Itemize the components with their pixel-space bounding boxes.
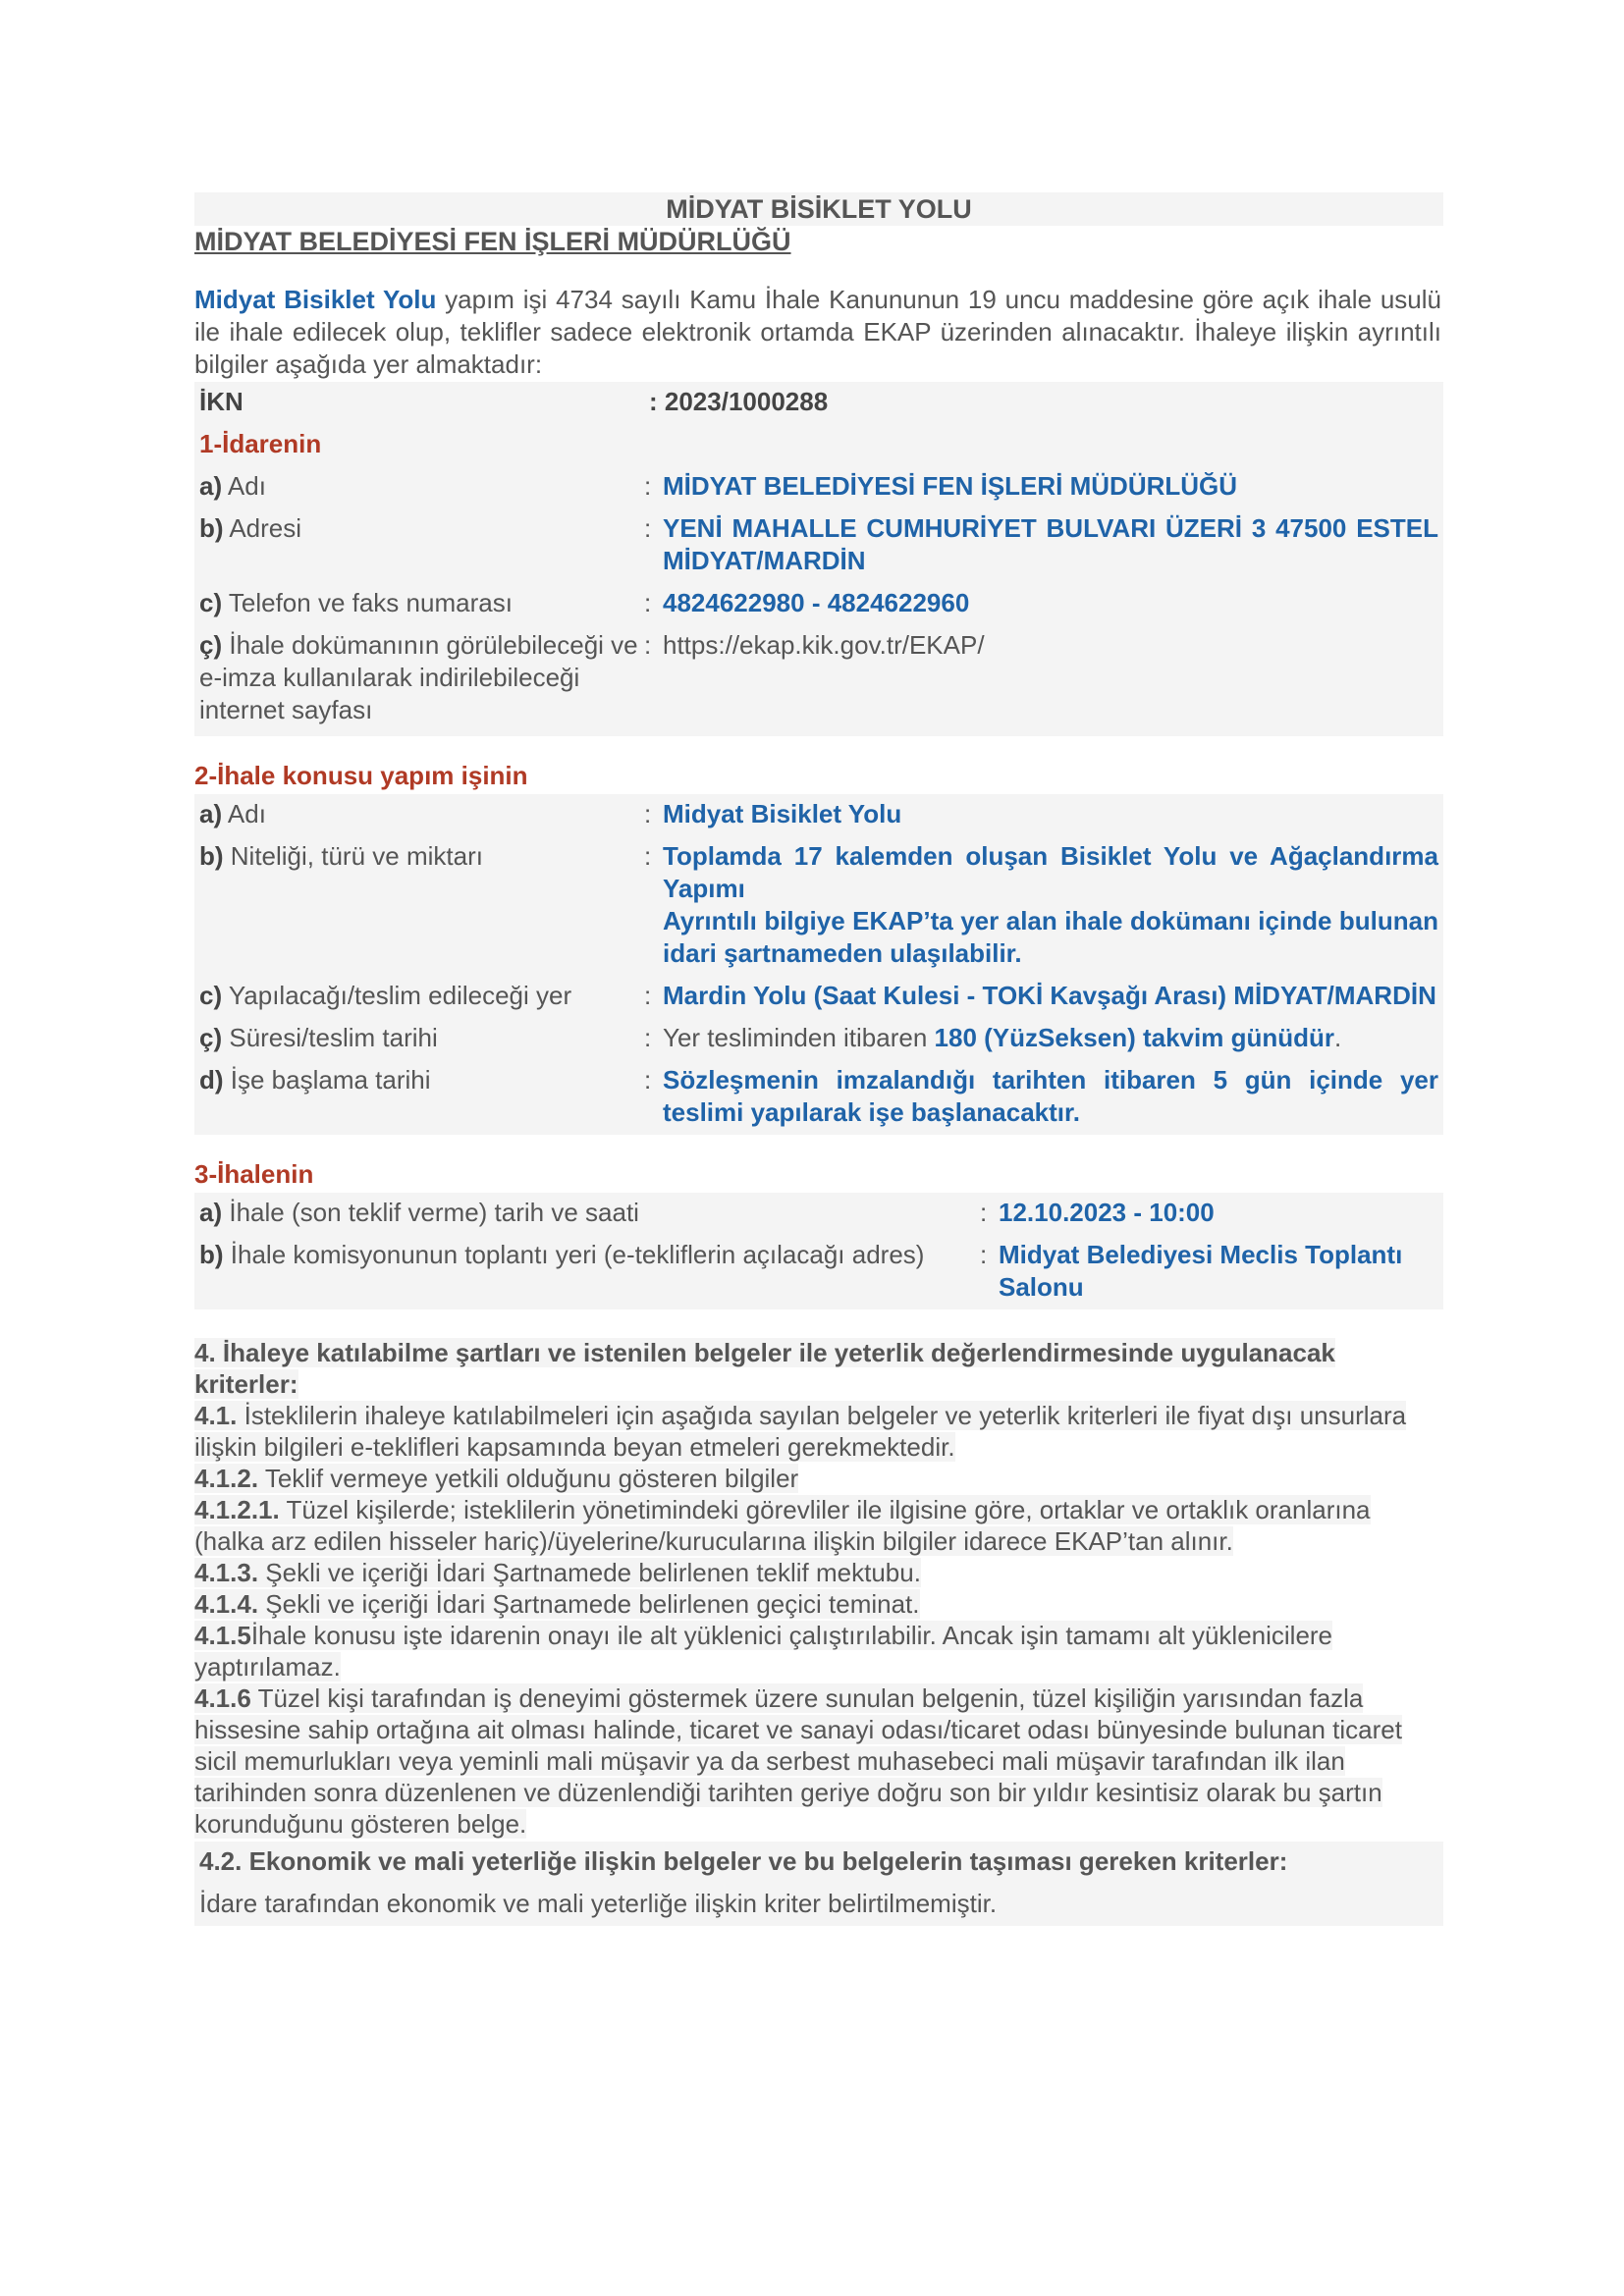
work-start-value: Sözleşmenin imzalandığı tarihten itibaren 5 gün içinde yer teslimi yapılarak işe başlanacaktır. xyxy=(658,1060,1443,1135)
section-1-heading: 1-İdarenin xyxy=(194,424,1443,466)
intro-text: yapım işi 4734 sayılı Kamu İhale Kanununun 19 uncu maddesine göre açık ihale usulü ile ihale edilecek olup, teklifler sadece elektronik ortamda EKAP üzerinden alınacaktır. İhaleye ilişkin ayrıntılı bilgiler aşağıda yer almaktadır: xyxy=(194,285,1441,379)
admin-phone-value: 4824622980 - 4824622960 xyxy=(658,583,1443,625)
table-row: a) Adı : Midyat Bisiklet Yolu xyxy=(194,794,1443,836)
section-4 xyxy=(194,1337,1443,1840)
ikn-label: İKN xyxy=(194,382,644,424)
admin-address-value: YENİ MAHALLE CUMHURİYET BULVARI ÜZERİ 3 47500 ESTEL MİDYAT/MARDİN xyxy=(658,508,1443,583)
section-3-table xyxy=(194,1193,1443,1309)
table-row: b) Adresi : YENİ MAHALLE CUMHURİYET BULVARI ÜZERİ 3 47500 ESTEL MİDYAT/MARDİN xyxy=(194,508,1443,583)
section-4-2-heading: 4.2. Ekonomik ve mali yeterliğe ilişkin belgeler ve bu belgelerin taşıması gereken kriterler: xyxy=(194,1842,1443,1884)
list-item: 4.1.5İhale konusu işte idarenin onayı ile alt yüklenici çalıştırılabilir. Ancak işin tamamı alt yüklenicilere yaptırılamaz. xyxy=(194,1621,1333,1682)
table-row: ç) Süresi/teslim tarihi : Yer tesliminden itibaren 180 (YüzSeksen) takvim günüdür. xyxy=(194,1018,1443,1060)
document-title: MİDYAT BİSİKLET YOLU xyxy=(194,192,1443,226)
work-location-value: Mardin Yolu (Saat Kulesi - TOKİ Kavşağı Arası) MİDYAT/MARDİN xyxy=(658,976,1443,1018)
admin-name-value: MİDYAT BELEDİYESİ FEN İŞLERİ MÜDÜRLÜĞÜ xyxy=(658,466,1443,508)
list-item: 4.1.2. Teklif vermeye yetkili olduğunu gösteren bilgiler xyxy=(194,1464,799,1493)
list-item: 4.1.2.1. Tüzel kişilerde; isteklilerin yönetimindeki görevliler ile ilgisine göre, ortaklar ve ortaklık oranlarına (halka arz edilen hisseler hariç)/üyelerine/kurucularına ilişkin bilgiler idarece EKAP’tan alınır. xyxy=(194,1495,1371,1556)
list-item: 4.1.4. Şekli ve içeriği İdari Şartnamede belirlenen geçici teminat. xyxy=(194,1589,920,1619)
ekap-link[interactable]: https://ekap.kik.gov.tr/EKAP/ xyxy=(658,625,1443,736)
work-duration-value: Yer tesliminden itibaren 180 (YüzSeksen) takvim günüdür. xyxy=(658,1018,1443,1060)
table-row: c) Yapılacağı/teslim edileceği yer : Mardin Yolu (Saat Kulesi - TOKİ Kavşağı Arası) MİDYAT/MARDİN xyxy=(194,976,1443,1018)
document-page xyxy=(194,192,1443,1926)
section-2-table xyxy=(194,794,1443,1135)
list-item: 4.1. İsteklilerin ihaleye katılabilmeleri için aşağıda sayılan belgeler ve yeterlik kriterleri ile fiyat dışı unsurlara ilişkin bilgileri e-teklifleri kapsamında beyan etmeleri gerekmektedir. xyxy=(194,1401,1407,1462)
table-row: c) Telefon ve faks numarası : 4824622980 - 4824622960 xyxy=(194,583,1443,625)
work-name-value: Midyat Bisiklet Yolu xyxy=(658,794,1443,836)
section-4-2 xyxy=(194,1842,1443,1926)
table-row: b) İhale komisyonunun toplantı yeri (e-tekliflerin açılacağı adres) : Midyat Belediyesi Meclis Toplantı Salonu xyxy=(194,1235,1443,1309)
table-row: d) İşe başlama tarihi : Sözleşmenin imzalandığı tarihten itibaren 5 gün içinde yer teslimi yapılarak işe başlanacaktır. xyxy=(194,1060,1443,1135)
work-nature-value: Toplamda 17 kalemden oluşan Bisiklet Yolu ve Ağaçlandırma Yapımı Ayrıntılı bilgiye EKAP’ta yer alan ihale dokümanı içinde bulunan idari şartnameden ulaşılabilir. xyxy=(658,836,1443,976)
tender-date-value: 12.10.2023 - 10:00 xyxy=(994,1193,1443,1235)
table-row: ç) İhale dokümanının görülebileceği ve e-imza kullanılarak indirilebileceği internet sayfası : https://ekap.kik.gov.tr/EKAP/ xyxy=(194,625,1443,736)
table-row: a) Adı : MİDYAT BELEDİYESİ FEN İŞLERİ MÜDÜRLÜĞÜ xyxy=(194,466,1443,508)
intro-paragraph xyxy=(194,284,1441,381)
intro-project-name: Midyat Bisiklet Yolu xyxy=(194,285,437,314)
table-row: b) Niteliği, türü ve miktarı : Toplamda 17 kalemden oluşan Bisiklet Yolu ve Ağaçlandırma Yapımı Ayrıntılı bilgiye EKAP’ta yer alan ihale dokümanı içinde bulunan idari şartnameden ulaşılabilir. xyxy=(194,836,1443,976)
section-3-heading: 3-İhalenin xyxy=(194,1159,314,1189)
document-subtitle: MİDYAT BELEDİYESİ FEN İŞLERİ MÜDÜRLÜĞÜ xyxy=(194,227,791,256)
list-item: 4.1.6 Tüzel kişi tarafından iş deneyimi göstermek üzere sunulan belgenin, tüzel kişiliğin yarısından fazla hissesine sahip ortağına ait olması halinde, ticaret ve sanayi odası/ticaret odası bünyesinde bulunan ticaret sicil memurlukları veya yeminli mali müşavir ya da serbest muhasebeci mali müşavir tarafından ilk ilan tarihinden sonra düzenlenen ve düzenlendiği tarihten geriye doğru son bir yıldır kesintisiz olarak bu şartın korunduğunu gösteren belge. xyxy=(194,1683,1402,1839)
section-2-heading: 2-İhale konusu yapım işinin xyxy=(194,761,528,790)
tender-venue-value: Midyat Belediyesi Meclis Toplantı Salonu xyxy=(994,1235,1443,1309)
section-1-table xyxy=(194,382,1443,736)
ikn-value: : 2023/1000288 xyxy=(644,382,1443,424)
section-4-heading: 4. İhaleye katılabilme şartları ve istenilen belgeler ile yeterlik değerlendirmesinde uygulanacak kriterler: xyxy=(194,1338,1335,1399)
list-item: 4.1.3. Şekli ve içeriği İdari Şartnamede belirlenen teklif mektubu. xyxy=(194,1558,921,1587)
section-4-2-text: İdare tarafından ekonomik ve mali yeterliğe ilişkin kriter belirtilmemiştir. xyxy=(194,1884,1443,1926)
table-row: a) İhale (son teklif verme) tarih ve saati : 12.10.2023 - 10:00 xyxy=(194,1193,1443,1235)
